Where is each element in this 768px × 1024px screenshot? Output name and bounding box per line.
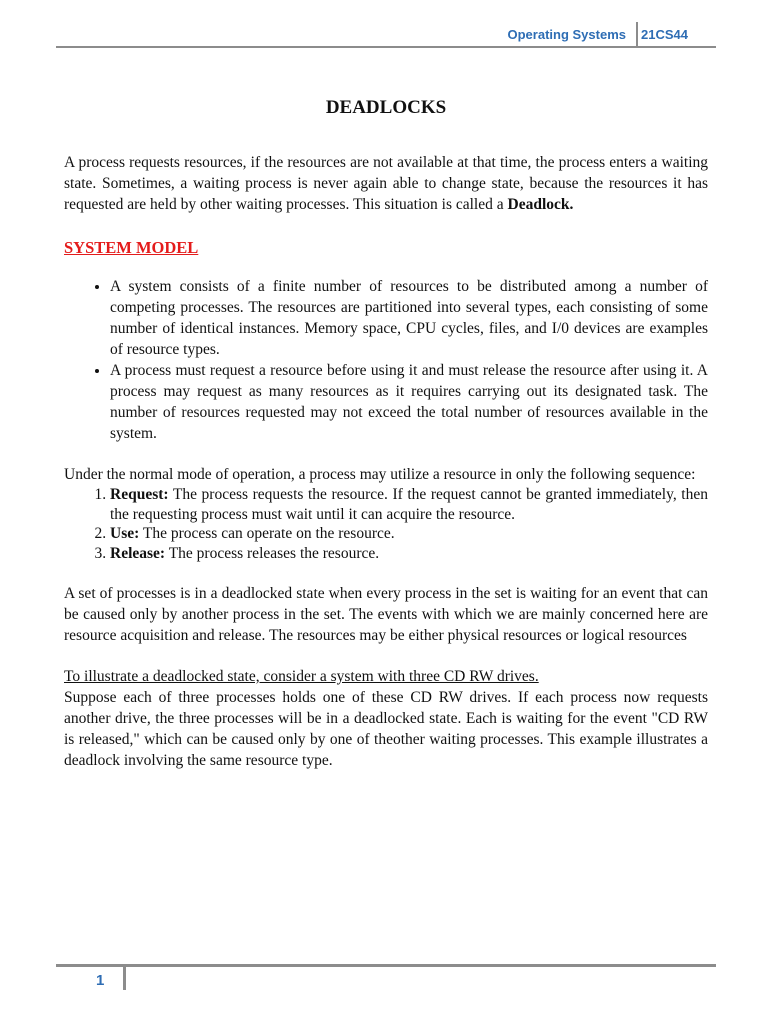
intro-text: A process requests resources, if the resources are not available at that time, the process enters a waiting state. Sometimes, a waiting process is never again able to change state, because the resources it has requested are held by other waiting processes. This situation is called a [64, 154, 708, 213]
page-title: DEADLOCKS [325, 97, 447, 118]
example-paragraph: Suppose each of three processes holds one of these CD RW drives. If each process now requests another drive, the three processes will be in a deadlocked state. Each is waiting for the event "CD RW is released," which can be caused only by one of theother waiting processes. This example illustrates a deadlock involving the same resource type. [64, 689, 708, 769]
step-text: The process can operate on the resource. [139, 525, 395, 542]
intro-paragraph [64, 152, 708, 215]
step-text: The process requests the resource. If the request cannot be granted immediately, then the requesting process must wait until it can acquire the resource. [110, 486, 708, 523]
step-item-request [110, 485, 708, 524]
sequence-lead: Under the normal mode of operation, a process may utilize a resource in only the following sequence: [64, 466, 696, 483]
header-subject: Operating Systems [507, 27, 626, 42]
deadlock-state-paragraph: A set of processes is in a deadlocked state when every process in the set is waiting for an event that can be caused only by another process in the set. The events with which we are mainly concerned here are resource acquisition and release. The resources may be either physical resources or logical resources [64, 585, 708, 644]
list-item: • A system consists of a finite number of resources to be distributed among a number of competing processes. The resources are partitioned into several types, each consisting of some number of identical instances. Memory space, CPU cycles, files, and I/0 devices are examples of resource types. [110, 276, 708, 360]
intro-term: Deadlock. [507, 196, 574, 213]
list-item: • A process must request a resource before using it and must release the resource after using it. A process may request as many resources as it requires carrying out its designated task. The number of resources requested may not exceed the total number of resources available in the system. [110, 360, 708, 444]
step-item-use [110, 524, 708, 544]
step-item-release [110, 544, 708, 564]
header-rule [56, 46, 716, 48]
footer-rule [56, 964, 716, 967]
step-term: Request: [110, 486, 169, 503]
sequence-steps [64, 485, 708, 563]
section-heading-system-model: SYSTEM MODEL [64, 238, 199, 257]
example-heading: To illustrate a deadlocked state, consider a system with three CD RW drives. [64, 668, 539, 685]
system-model-list [64, 276, 708, 444]
header-separator [636, 22, 638, 48]
step-term: Use: [110, 525, 140, 542]
page-number: 1 [96, 972, 105, 989]
header-course-code: 21CS44 [641, 27, 688, 42]
page-header [56, 22, 716, 48]
step-term: Release: [110, 544, 166, 562]
footer-separator [123, 964, 126, 990]
step-text: The process releases the resource. [165, 544, 380, 562]
document-body [64, 96, 708, 771]
